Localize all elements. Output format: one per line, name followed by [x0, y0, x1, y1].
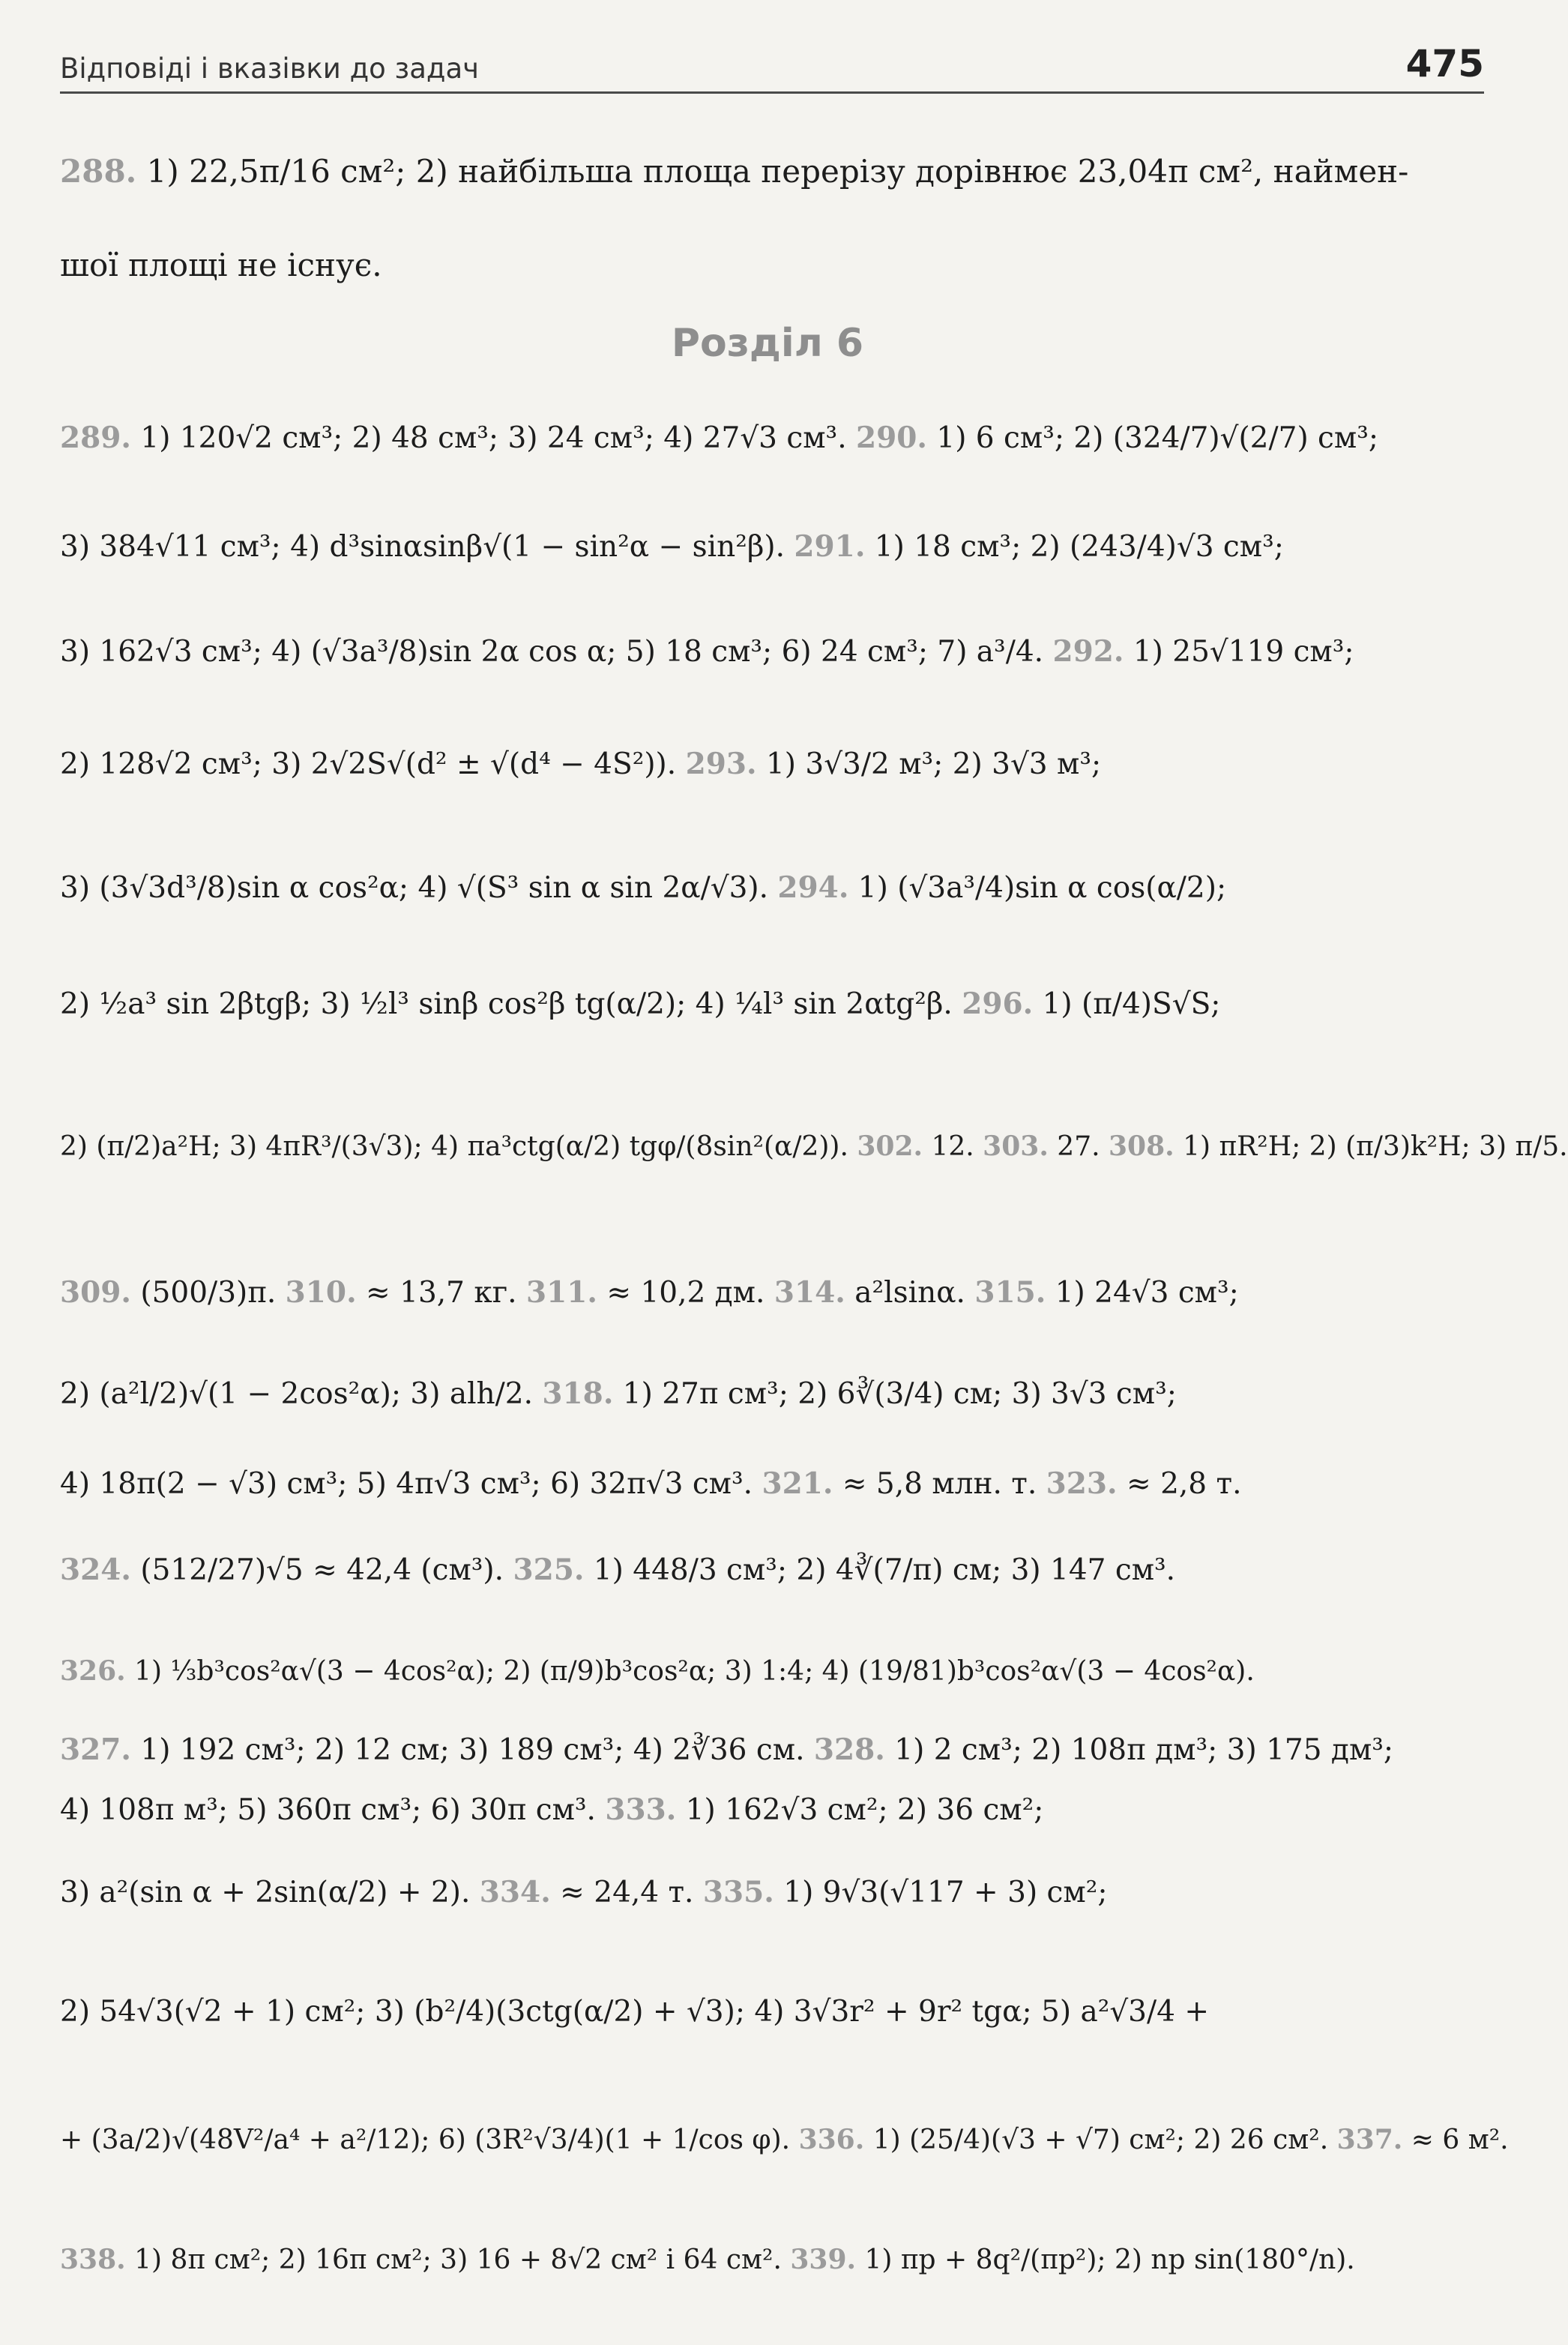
answer-text: 3) (3√3d³/8)sin α cos²α; 4) √(S³ sin α sin 2α/√3).	[60, 871, 778, 905]
problem-number: 334.	[479, 1875, 551, 1909]
problem-number: 309.	[60, 1275, 131, 1310]
answer-text: 1) 448/3 см³; 2) 4∛(7/π) см; 3) 147 см³.	[584, 1553, 1176, 1587]
problem-number: 338.	[60, 2244, 126, 2275]
answer-line	[60, 746, 1484, 783]
problem-number: 326.	[60, 1655, 126, 1687]
page-number: 475	[1405, 42, 1484, 85]
problem-number: 288.	[60, 153, 137, 190]
answer-text: 1) 3√3/2 м³; 2) 3√3 м³;	[756, 747, 1102, 781]
problem-number: 337.	[1336, 2124, 1403, 2155]
answer-text: ≈ 2,8 т.	[1117, 1467, 1242, 1501]
problem-number: 296.	[962, 987, 1034, 1021]
answer-line	[60, 247, 1484, 283]
answer-text: 2) (π/2)a²H; 3) 4πR³/(3√3); 4) πa³ctg(α/2) tgφ/(8sin²(α/2)).	[60, 1131, 857, 1162]
answer-text: 12.	[923, 1131, 983, 1162]
answer-text: + (3a/2)√(48V²/a⁴ + a²/12); 6) (3R²√3/4)(1 + 1/cos φ).	[60, 2125, 799, 2155]
answer-line	[60, 1274, 1484, 1311]
answer-line	[60, 1376, 1484, 1412]
problem-number: 302.	[857, 1131, 923, 1162]
problem-number: 291.	[794, 529, 866, 564]
problem-number: 289.	[60, 421, 131, 455]
answer-text: 1) πR²H; 2) (π/3)k²H; 3) π/5.	[1174, 1131, 1568, 1162]
answer-text: шої площі не існує.	[60, 247, 382, 283]
answer-text: 4) 108π м³; 5) 360π см³; 6) 30π см³.	[60, 1793, 606, 1827]
answer-text: 1) 8π см²; 2) 16π см²; 3) 16 + 8√2 см² і 64 см².	[125, 2245, 791, 2275]
answer-text: ≈ 24,4 т.	[550, 1876, 703, 1909]
answer-line	[60, 1874, 1484, 1911]
answer-text: 1) 192 см³; 2) 12 см; 3) 189 см³; 4) 2∛36 см.	[131, 1733, 814, 1767]
problem-number: 292.	[1052, 634, 1124, 669]
answer-text: ≈ 10,2 дм.	[597, 1276, 774, 1310]
problem-number: 308.	[1109, 1131, 1175, 1162]
answer-text: 27.	[1048, 1131, 1109, 1162]
answer-text: ≈ 6 м².	[1402, 2125, 1509, 2155]
section-title: Розділ 6	[671, 321, 864, 366]
problem-number: 336.	[798, 2124, 865, 2155]
answer-text: ≈ 13,7 кг.	[356, 1276, 526, 1310]
problem-number: 325.	[513, 1553, 585, 1587]
problem-number: 310.	[285, 1275, 357, 1310]
answer-line	[60, 633, 1484, 670]
answer-text: 1) 2 см³; 2) 108π дм³; 3) 175 дм³;	[884, 1733, 1394, 1767]
answer-line	[60, 870, 1484, 906]
answer-text: a²lsinα.	[845, 1276, 975, 1310]
answer-line	[60, 1466, 1484, 1502]
answer-text: 1) 120√2 см³; 2) 48 см³; 3) 24 см³; 4) 27√3 см³.	[131, 421, 856, 455]
problem-number: 321.	[762, 1466, 833, 1501]
problem-number: 311.	[525, 1275, 597, 1310]
answer-text: 1) πp + 8q²/(πp²); 2) np sin(180°/n).	[856, 2245, 1355, 2275]
answer-text: 1) 6 см³; 2) (324/7)√(2/7) см³;	[926, 421, 1379, 455]
problem-number: 327.	[60, 1733, 131, 1767]
answer-line	[60, 154, 1484, 190]
problem-number: 335.	[702, 1875, 774, 1909]
answer-text: 2) (a²l/2)√(1 − 2cos²α); 3) alh/2.	[60, 1377, 543, 1411]
answer-text: 3) a²(sin α + 2sin(α/2) + 2).	[60, 1876, 480, 1909]
answer-text: 1) 27π см³; 2) 6∛(3/4) см; 3) 3√3 см³;	[613, 1377, 1177, 1411]
problem-number: 293.	[685, 747, 757, 781]
problem-number: 318.	[542, 1376, 614, 1411]
answer-text: ≈ 5,8 млн. т.	[833, 1467, 1046, 1501]
problem-number: 314.	[774, 1275, 845, 1310]
problem-number: 339.	[790, 2244, 857, 2275]
answer-line	[60, 2242, 1484, 2278]
answer-text: 1) 162√3 см²; 2) 36 см²;	[676, 1793, 1044, 1827]
page-header	[60, 42, 1484, 94]
answer-line	[60, 1792, 1484, 1828]
problem-number: 323.	[1046, 1466, 1118, 1501]
answer-text: 1) (√3a³/4)sin α cos(α/2);	[848, 871, 1227, 905]
problem-number: 324.	[60, 1553, 131, 1587]
answer-text: (500/3)π.	[131, 1276, 286, 1310]
problem-number: 315.	[974, 1275, 1046, 1310]
problem-number: 303.	[983, 1131, 1049, 1162]
answer-text: 3) 162√3 см³; 4) (√3a³/8)sin 2α cos α; 5) 18 см³; 6) 24 см³; 7) a³/4.	[60, 635, 1053, 669]
answer-text: (512/27)√5 ≈ 42,4 (см³).	[131, 1553, 513, 1587]
answer-text: 1) 22,5π/16 см²; 2) найбільша площа перерізу дорівнює 23,04π см², наймен-	[136, 153, 1409, 190]
header-title: Відповіді і вказівки до задач	[60, 52, 480, 85]
answer-line	[60, 1128, 1568, 1165]
answer-text: 2) 128√2 см³; 3) 2√2S√(d² ± √(d⁴ − 4S²)).	[60, 747, 686, 781]
answer-line	[60, 529, 1484, 565]
answer-line	[60, 1994, 1484, 2030]
answer-line	[60, 986, 1484, 1023]
answer-text: 2) 54√3(√2 + 1) см²; 3) (b²/4)(3ctg(α/2) + √3); 4) 3√3r² + 9r² tgα; 5) a²√3/4 +	[60, 1995, 1210, 2029]
problem-number: 294.	[777, 870, 849, 905]
answer-line	[60, 1732, 1484, 1768]
answer-text: 1) 24√3 см³;	[1046, 1276, 1239, 1310]
answer-line	[60, 420, 1484, 457]
answer-text: 1) 9√3(√117 + 3) см²;	[774, 1876, 1108, 1909]
problem-number: 333.	[605, 1792, 677, 1827]
answer-text: 4) 18π(2 − √3) см³; 5) 4π√3 см³; 6) 32π√3 см³.	[60, 1467, 762, 1501]
problem-number: 328.	[813, 1733, 885, 1767]
answer-line	[60, 2122, 1509, 2158]
answer-line	[60, 1552, 1484, 1589]
answer-text: 1) (π/4)S√S;	[1033, 987, 1221, 1021]
answer-text: 1) 18 см³; 2) (243/4)√3 см³;	[865, 530, 1284, 564]
answer-text: 1) 25√119 см³;	[1124, 635, 1354, 669]
problem-number: 290.	[855, 421, 927, 455]
answer-text: 2) ½a³ sin 2βtgβ; 3) ½l³ sinβ cos²β tg(α/2); 4) ¼l³ sin 2αtg²β.	[60, 987, 962, 1021]
answer-text: 3) 384√11 см³; 4) d³sinαsinβ√(1 − sin²α − sin²β).	[60, 530, 794, 564]
answer-line	[60, 1653, 1484, 1690]
answer-text: 1) (25/4)(√3 + √7) см²; 2) 26 см².	[864, 2125, 1337, 2155]
answer-text: 1) ⅓b³cos²α√(3 − 4cos²α); 2) (π/9)b³cos²α; 3) 1:4; 4) (19/81)b³cos²α√(3 − 4cos²α).	[125, 1656, 1255, 1687]
